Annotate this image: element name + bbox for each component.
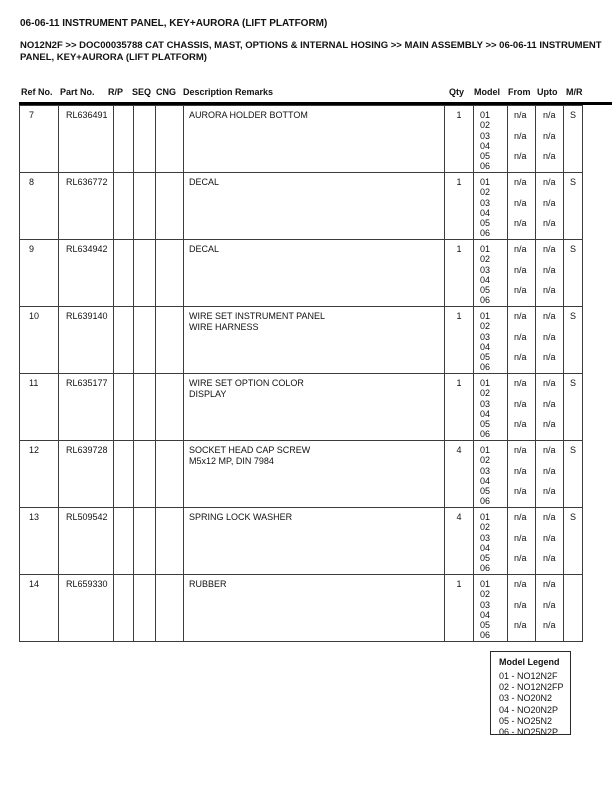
cell-ref-no: 13 — [20, 508, 59, 574]
description-line: DECAL — [189, 244, 220, 254]
parts-table — [19, 105, 583, 642]
table-row — [20, 307, 583, 374]
description-line: SOCKET HEAD CAP SCREW — [189, 445, 311, 455]
model-code: 05 — [480, 620, 491, 631]
cell-from — [508, 240, 536, 306]
description-line: AURORA HOLDER BOTTOM — [189, 110, 308, 120]
table-row — [20, 374, 583, 441]
description-line: SPRING LOCK WASHER — [189, 512, 293, 522]
cell-upto — [536, 240, 564, 306]
description-line: WIRE SET INSTRUMENT PANEL — [189, 311, 326, 321]
model-code: 05 — [480, 352, 491, 363]
from-value — [514, 228, 535, 238]
header-cng: CNG — [156, 87, 176, 97]
model-code: 06 — [480, 563, 491, 574]
from-value — [514, 362, 535, 372]
cell-ref-no: 9 — [20, 240, 59, 306]
model-code: 05 — [480, 419, 491, 430]
cell-mr: S — [564, 441, 583, 507]
from-value: n/a — [514, 177, 527, 187]
legend-item: 01 - NO12N2F — [499, 671, 558, 681]
upto-value — [543, 254, 563, 264]
upto-value: n/a — [543, 331, 556, 342]
from-value: n/a — [514, 486, 527, 497]
cell-upto — [536, 106, 564, 172]
cell-qty: 1 — [445, 240, 474, 306]
cell-part-no: RL659330 — [59, 575, 114, 641]
upto-value: n/a — [543, 352, 556, 363]
model-code: 05 — [480, 553, 491, 564]
table-row — [20, 106, 583, 173]
upto-value — [543, 362, 563, 372]
upto-value — [543, 409, 563, 419]
cell-description — [184, 441, 445, 507]
model-code: 04 — [480, 341, 491, 352]
model-code: 02 — [480, 254, 491, 265]
breadcrumb-line-2: PANEL, KEY+AURORA (LIFT PLATFORM) — [20, 51, 207, 63]
from-value — [514, 141, 535, 151]
cell-description — [184, 173, 445, 239]
header-qty: Qty — [449, 87, 465, 97]
from-value: n/a — [514, 419, 527, 430]
cell-model — [474, 240, 508, 306]
from-value: n/a — [514, 311, 527, 321]
from-value: n/a — [514, 264, 527, 275]
cell-mr: S — [564, 374, 583, 440]
model-code: 04 — [480, 542, 491, 553]
cell-part-no: RL634942 — [59, 240, 114, 306]
cell-from — [508, 374, 536, 440]
cell-seq — [134, 575, 156, 641]
cell-model — [474, 508, 508, 574]
from-value — [514, 563, 535, 573]
cell-part-no: RL636772 — [59, 173, 114, 239]
cell-model — [474, 307, 508, 373]
description-line — [189, 590, 444, 601]
cell-upto — [536, 307, 564, 373]
model-code: 04 — [480, 207, 491, 218]
model-code: 04 — [480, 408, 491, 419]
from-value: n/a — [514, 512, 527, 522]
model-code: 06 — [480, 228, 491, 239]
cell-mr — [564, 575, 583, 641]
from-value: n/a — [514, 352, 527, 363]
from-value: n/a — [514, 553, 527, 564]
model-code: 02 — [480, 120, 491, 131]
upto-value: n/a — [543, 378, 556, 388]
model-code: 03 — [480, 398, 491, 409]
header-part-no: Part No. — [60, 87, 95, 97]
from-value: n/a — [514, 532, 527, 543]
model-code: 01 — [480, 378, 491, 388]
cell-rp — [114, 106, 134, 172]
upto-value: n/a — [543, 445, 556, 455]
upto-value — [543, 476, 563, 486]
from-value: n/a — [514, 197, 527, 208]
cell-mr: S — [564, 240, 583, 306]
description-line: RUBBER — [189, 579, 227, 589]
model-code: 02 — [480, 589, 491, 600]
from-value: n/a — [514, 331, 527, 342]
upto-value — [543, 563, 563, 573]
description-line — [189, 121, 444, 132]
description-line — [189, 523, 444, 534]
upto-value — [543, 295, 563, 305]
model-code: 06 — [480, 362, 491, 373]
upto-value: n/a — [543, 285, 556, 296]
from-value — [514, 187, 535, 197]
table-column-headers — [19, 87, 612, 100]
from-value — [514, 295, 535, 305]
header-model: Model — [474, 87, 500, 97]
model-code: 03 — [480, 197, 491, 208]
upto-value: n/a — [543, 197, 556, 208]
description-line: DISPLAY — [189, 388, 227, 399]
from-value: n/a — [514, 579, 527, 589]
model-code: 06 — [480, 295, 491, 306]
table-row — [20, 575, 583, 642]
upto-value — [543, 543, 563, 553]
model-code: 02 — [480, 388, 491, 399]
cell-cng — [156, 307, 184, 373]
model-code: 02 — [480, 187, 491, 198]
header-mr: M/R — [566, 87, 583, 97]
model-code: 01 — [480, 177, 491, 187]
cell-from — [508, 441, 536, 507]
model-code: 05 — [480, 486, 491, 497]
cell-description — [184, 508, 445, 574]
header-from: From — [508, 87, 531, 97]
table-row — [20, 508, 583, 575]
from-value: n/a — [514, 110, 527, 120]
from-value — [514, 388, 535, 398]
upto-value — [543, 161, 563, 171]
model-code: 04 — [480, 475, 491, 486]
cell-ref-no: 14 — [20, 575, 59, 641]
cell-description — [184, 374, 445, 440]
from-value — [514, 589, 535, 599]
cell-rp — [114, 575, 134, 641]
upto-value — [543, 187, 563, 197]
breadcrumb — [20, 40, 605, 63]
cell-ref-no: 8 — [20, 173, 59, 239]
upto-value: n/a — [543, 553, 556, 564]
upto-value: n/a — [543, 512, 556, 522]
cell-seq — [134, 307, 156, 373]
upto-value — [543, 141, 563, 151]
from-value: n/a — [514, 151, 527, 162]
from-value — [514, 208, 535, 218]
legend-item: 03 - NO20N2 — [499, 693, 553, 704]
table-row — [20, 240, 583, 307]
cell-cng — [156, 441, 184, 507]
from-value — [514, 610, 535, 620]
cell-qty: 4 — [445, 508, 474, 574]
upto-value: n/a — [543, 532, 556, 543]
cell-model — [474, 374, 508, 440]
upto-value — [543, 388, 563, 398]
cell-rp — [114, 240, 134, 306]
cell-rp — [114, 374, 134, 440]
upto-value: n/a — [543, 398, 556, 409]
breadcrumb-line-1: NO12N2F >> DOC00035788 CAT CHASSIS, MAST, OPTIONS & INTERNAL HOSING >> MAIN ASSEMBLY >> 06-06-11 INSTRUMENT — [20, 40, 602, 51]
cell-ref-no: 11 — [20, 374, 59, 440]
description-line: DECAL — [189, 177, 220, 187]
cell-qty: 1 — [445, 374, 474, 440]
cell-from — [508, 575, 536, 641]
upto-value: n/a — [543, 620, 556, 631]
upto-value — [543, 321, 563, 331]
model-legend-title: Model Legend — [499, 657, 560, 667]
table-row — [20, 441, 583, 508]
cell-part-no: RL639728 — [59, 441, 114, 507]
model-code: 01 — [480, 311, 491, 321]
description-line: M5x12 MP, DIN 7984 — [189, 455, 274, 466]
model-code: 04 — [480, 274, 491, 285]
cell-part-no: RL636491 — [59, 106, 114, 172]
model-code: 05 — [480, 285, 491, 296]
legend-item: 02 - NO12N2FP — [499, 682, 564, 693]
model-code: 06 — [480, 429, 491, 440]
cell-rp — [114, 441, 134, 507]
upto-value: n/a — [543, 599, 556, 610]
model-code: 05 — [480, 151, 491, 162]
upto-value: n/a — [543, 110, 556, 120]
cell-from — [508, 508, 536, 574]
cell-part-no: RL509542 — [59, 508, 114, 574]
upto-value: n/a — [543, 151, 556, 162]
model-code: 04 — [480, 140, 491, 151]
from-value: n/a — [514, 599, 527, 610]
upto-value — [543, 522, 563, 532]
cell-part-no: RL635177 — [59, 374, 114, 440]
upto-value: n/a — [543, 177, 556, 187]
from-value — [514, 342, 535, 352]
model-code: 01 — [480, 512, 491, 522]
model-code: 06 — [480, 496, 491, 507]
upto-value: n/a — [543, 311, 556, 321]
from-value: n/a — [514, 244, 527, 254]
cell-model — [474, 106, 508, 172]
model-legend-box — [490, 651, 571, 738]
model-code: 04 — [480, 609, 491, 620]
cell-seq — [134, 106, 156, 172]
cell-ref-no: 7 — [20, 106, 59, 172]
from-value — [514, 476, 535, 486]
upto-value — [543, 228, 563, 238]
page-title: 06-06-11 INSTRUMENT PANEL, KEY+AURORA (LIFT PLATFORM) — [20, 18, 328, 29]
upto-value: n/a — [543, 218, 556, 229]
model-code: 03 — [480, 264, 491, 275]
cell-ref-no: 10 — [20, 307, 59, 373]
upto-value: n/a — [543, 419, 556, 430]
cell-mr: S — [564, 106, 583, 172]
from-value: n/a — [514, 285, 527, 296]
from-value: n/a — [514, 398, 527, 409]
table-body — [20, 106, 583, 642]
model-code: 01 — [480, 244, 491, 254]
from-value — [514, 543, 535, 553]
cell-mr: S — [564, 307, 583, 373]
model-code: 03 — [480, 599, 491, 610]
header-upto: Upto — [537, 87, 558, 97]
cell-upto — [536, 508, 564, 574]
cell-upto — [536, 173, 564, 239]
cell-rp — [114, 307, 134, 373]
cell-cng — [156, 106, 184, 172]
model-code: 01 — [480, 445, 491, 455]
description-line — [189, 255, 444, 266]
legend-item: 05 - NO25N2 — [499, 715, 553, 726]
upto-value — [543, 630, 563, 640]
from-value: n/a — [514, 620, 527, 631]
cell-qty: 4 — [445, 441, 474, 507]
cell-rp — [114, 173, 134, 239]
cell-qty: 1 — [445, 106, 474, 172]
upto-value — [543, 589, 563, 599]
from-value — [514, 254, 535, 264]
model-code: 06 — [480, 161, 491, 172]
model-code: 02 — [480, 321, 491, 332]
cell-upto — [536, 374, 564, 440]
upto-value: n/a — [543, 130, 556, 141]
model-code: 05 — [480, 218, 491, 229]
upto-value — [543, 120, 563, 130]
cell-mr: S — [564, 508, 583, 574]
model-code: 02 — [480, 522, 491, 533]
cell-rp — [114, 508, 134, 574]
cell-seq — [134, 374, 156, 440]
from-value — [514, 409, 535, 419]
model-code: 03 — [480, 331, 491, 342]
from-value: n/a — [514, 465, 527, 476]
upto-value — [543, 208, 563, 218]
upto-value: n/a — [543, 579, 556, 589]
upto-value — [543, 342, 563, 352]
upto-value: n/a — [543, 244, 556, 254]
upto-value — [543, 429, 563, 439]
header-ref-no: Ref No. — [21, 87, 53, 97]
cell-from — [508, 173, 536, 239]
model-code: 03 — [480, 465, 491, 476]
table-row — [20, 173, 583, 240]
cell-part-no: RL639140 — [59, 307, 114, 373]
from-value: n/a — [514, 378, 527, 388]
header-rp: R/P — [108, 87, 124, 97]
cell-description — [184, 106, 445, 172]
from-value — [514, 275, 535, 285]
cell-from — [508, 307, 536, 373]
from-value — [514, 455, 535, 465]
from-value — [514, 161, 535, 171]
cell-model — [474, 173, 508, 239]
cell-qty: 1 — [445, 575, 474, 641]
cell-seq — [134, 441, 156, 507]
header-seq: SEQ — [132, 87, 152, 97]
upto-value — [543, 275, 563, 285]
from-value — [514, 522, 535, 532]
model-code: 06 — [480, 630, 491, 641]
legend-item: 06 - NO25N2P — [499, 727, 559, 738]
model-code: 02 — [480, 455, 491, 466]
upto-value — [543, 610, 563, 620]
model-code: 01 — [480, 110, 491, 120]
cell-cng — [156, 374, 184, 440]
from-value: n/a — [514, 218, 527, 229]
model-code: 03 — [480, 532, 491, 543]
from-value — [514, 321, 535, 331]
cell-cng — [156, 240, 184, 306]
cell-ref-no: 12 — [20, 441, 59, 507]
cell-cng — [156, 173, 184, 239]
from-value — [514, 496, 535, 506]
model-code: 01 — [480, 579, 491, 589]
cell-seq — [134, 173, 156, 239]
cell-cng — [156, 575, 184, 641]
cell-from — [508, 106, 536, 172]
cell-upto — [536, 575, 564, 641]
legend-item: 04 - NO20N2P — [499, 704, 559, 715]
cell-seq — [134, 508, 156, 574]
description-line — [189, 188, 444, 199]
upto-value: n/a — [543, 264, 556, 275]
cell-model — [474, 441, 508, 507]
cell-description — [184, 575, 445, 641]
from-value — [514, 429, 535, 439]
cell-description — [184, 307, 445, 373]
cell-cng — [156, 508, 184, 574]
upto-value — [543, 455, 563, 465]
from-value — [514, 120, 535, 130]
cell-qty: 1 — [445, 307, 474, 373]
header-description: Description Remarks — [183, 87, 274, 97]
upto-value — [543, 496, 563, 506]
from-value: n/a — [514, 445, 527, 455]
model-code: 03 — [480, 130, 491, 141]
upto-value: n/a — [543, 465, 556, 476]
from-value — [514, 630, 535, 640]
cell-seq — [134, 240, 156, 306]
upto-value: n/a — [543, 486, 556, 497]
cell-qty: 1 — [445, 173, 474, 239]
description-line: WIRE SET OPTION COLOR — [189, 378, 304, 388]
description-line: WIRE HARNESS — [189, 321, 259, 332]
cell-upto — [536, 441, 564, 507]
from-value: n/a — [514, 130, 527, 141]
cell-model — [474, 575, 508, 641]
cell-description — [184, 240, 445, 306]
cell-mr: S — [564, 173, 583, 239]
